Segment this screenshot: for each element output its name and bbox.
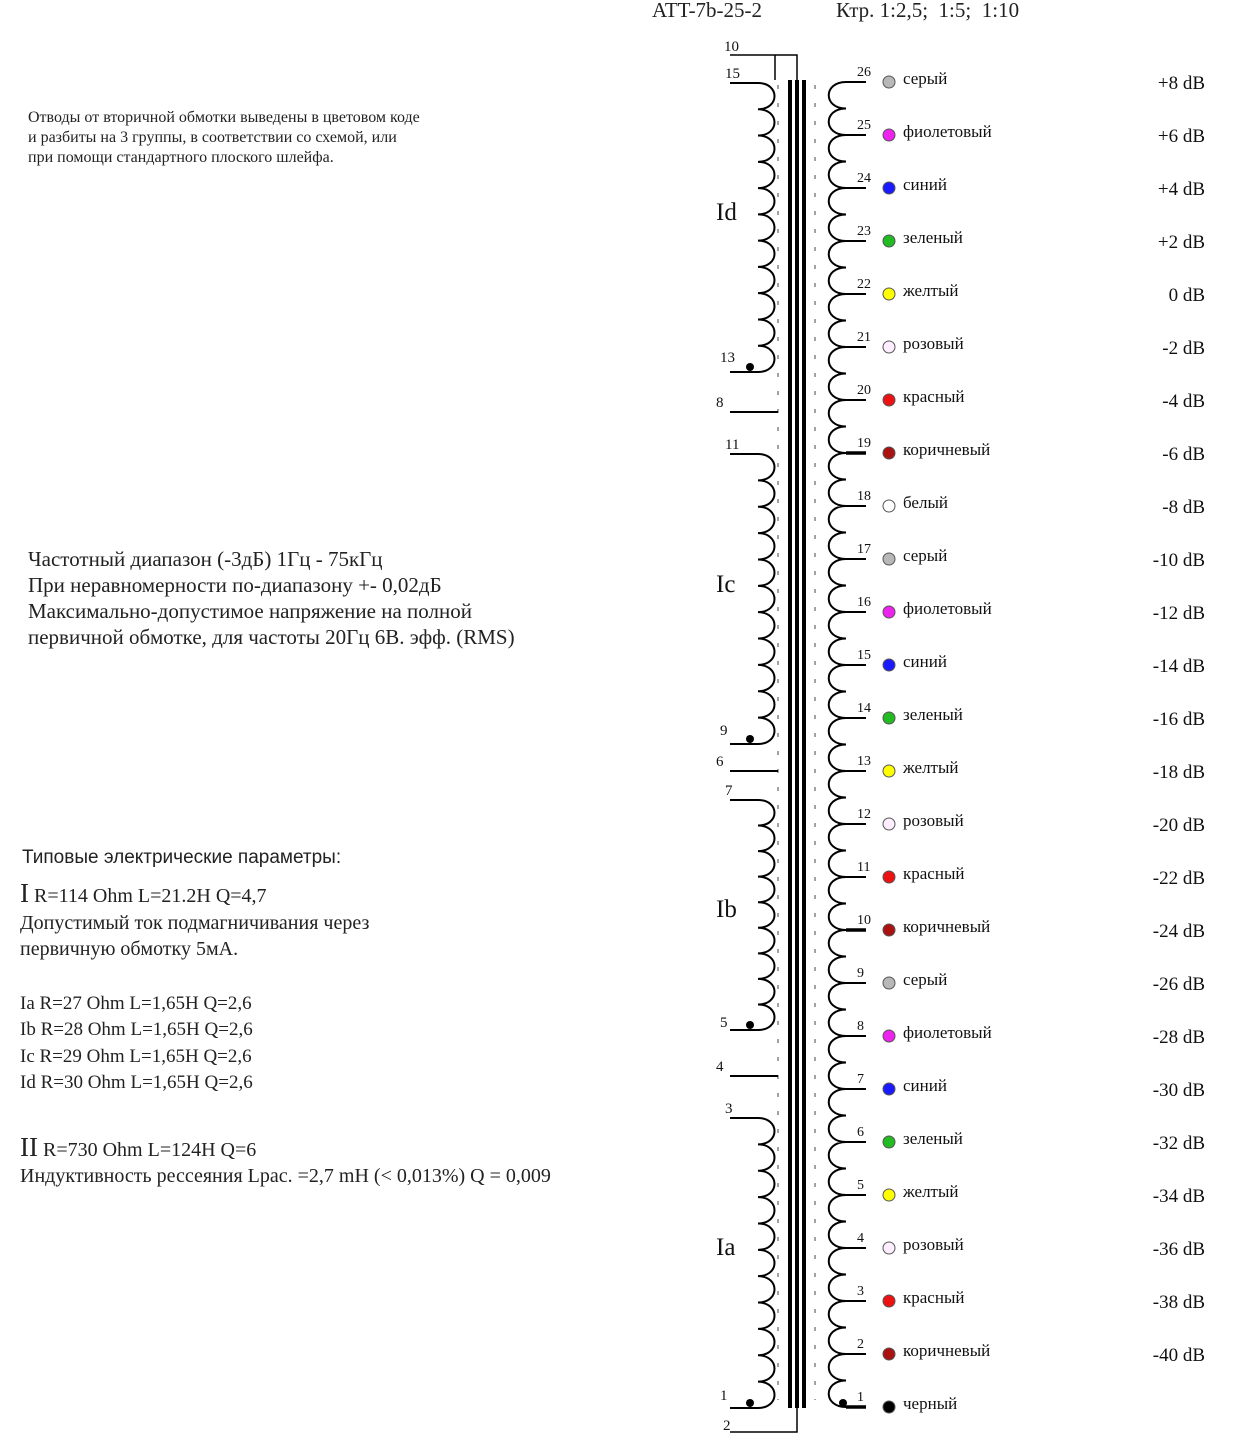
tap-pin-7: 7 bbox=[857, 1072, 864, 1087]
tap-pin-1: 1 bbox=[857, 1390, 864, 1405]
bias-line-2: первичную обмотку 5мА. bbox=[20, 938, 239, 960]
tap-pin-21: 21 bbox=[857, 330, 871, 345]
tap-level-5: -34 dB bbox=[1152, 1186, 1205, 1207]
tap-color-name-24: синий bbox=[903, 175, 947, 194]
pin-label: 13 bbox=[720, 350, 735, 366]
freq-range-line-1: Частотный диапазон (-3дБ) 1Гц - 75кГц bbox=[28, 547, 383, 571]
tap-color-dot-26 bbox=[883, 76, 895, 88]
tap-color-dot-14 bbox=[883, 712, 895, 724]
primary-coil-ib bbox=[758, 800, 775, 1030]
taps-note-line-2: и разбиты на 3 группы, в соответствии со схемой, или bbox=[28, 129, 397, 146]
pin-label: 9 bbox=[720, 723, 728, 739]
tap-color-dot-1 bbox=[883, 1401, 895, 1413]
tap-level-15: -14 dB bbox=[1152, 656, 1205, 677]
tap-color-name-16: фиолетовый bbox=[903, 599, 992, 618]
taps-note-line-1: Отводы от вторичной обмотки выведены в цветовом коде bbox=[28, 109, 420, 126]
tap-color-dot-12 bbox=[883, 818, 895, 830]
tap-level-6: -32 dB bbox=[1152, 1133, 1205, 1154]
tap-color-name-9: серый bbox=[903, 970, 948, 989]
tap-color-name-17: серый bbox=[903, 546, 948, 565]
section-ib-params: Ib R=28 Ohm L=1,65H Q=2,6 bbox=[20, 1019, 253, 1040]
tap-pin-2: 2 bbox=[857, 1337, 864, 1352]
tap-level-18: -8 dB bbox=[1162, 497, 1205, 518]
tap-pin-22: 22 bbox=[857, 277, 871, 292]
tap-pin-19: 19 bbox=[857, 436, 871, 451]
section-ic-params: Ic R=29 Ohm L=1,65H Q=2,6 bbox=[20, 1046, 252, 1067]
phase-dot bbox=[746, 735, 754, 743]
section-ia-params: Ia R=27 Ohm L=1,65H Q=2,6 bbox=[20, 993, 252, 1014]
freq-range-line-3: Максимально-допустимое напряжение на полной bbox=[28, 599, 472, 623]
pin-label: 15 bbox=[725, 66, 740, 82]
tap-pin-9: 9 bbox=[857, 966, 864, 981]
tap-pin-13: 13 bbox=[857, 754, 871, 769]
tap-color-name-8: фиолетовый bbox=[903, 1023, 992, 1042]
tap-level-21: -2 dB bbox=[1162, 338, 1205, 359]
tap-color-dot-7 bbox=[883, 1083, 895, 1095]
winding-label: Id bbox=[716, 199, 737, 226]
phase-dot bbox=[746, 1399, 754, 1407]
winding-label: Ia bbox=[716, 1234, 736, 1261]
tap-color-name-5: желтый bbox=[903, 1182, 959, 1201]
tap-level-7: -30 dB bbox=[1152, 1080, 1205, 1101]
phase-dot bbox=[746, 363, 754, 371]
tap-level-4: -36 dB bbox=[1152, 1239, 1205, 1260]
tap-pin-17: 17 bbox=[857, 542, 871, 557]
tap-level-24: +4 dB bbox=[1157, 179, 1205, 200]
tap-color-dot-18 bbox=[883, 500, 895, 512]
primary-coil-ia bbox=[758, 1118, 775, 1408]
pin-label: 2 bbox=[723, 1418, 731, 1434]
tap-level-26: +8 dB bbox=[1157, 73, 1205, 94]
tap-level-16: -12 dB bbox=[1152, 603, 1205, 624]
pin-label: 1 bbox=[720, 1388, 728, 1404]
tap-pin-8: 8 bbox=[857, 1019, 864, 1034]
tap-level-12: -20 dB bbox=[1152, 815, 1205, 836]
tap-color-dot-4 bbox=[883, 1242, 895, 1254]
tap-color-name-22: желтый bbox=[903, 281, 959, 300]
tap-pin-5: 5 bbox=[857, 1178, 864, 1193]
tap-color-dot-11 bbox=[883, 871, 895, 883]
tap-color-dot-17 bbox=[883, 553, 895, 565]
tap-level-25: +6 dB bbox=[1157, 126, 1205, 147]
tap-level-19: -6 dB bbox=[1162, 444, 1205, 465]
tap-pin-3: 3 bbox=[857, 1284, 864, 1299]
tap-level-8: -28 dB bbox=[1152, 1027, 1205, 1048]
phase-dot bbox=[839, 1399, 847, 1407]
tap-color-name-7: синий bbox=[903, 1076, 947, 1095]
tap-level-17: -10 dB bbox=[1152, 550, 1205, 571]
pin-label: 3 bbox=[725, 1101, 733, 1117]
tap-color-dot-3 bbox=[883, 1295, 895, 1307]
tap-pin-10: 10 bbox=[857, 913, 871, 928]
tap-color-name-4: розовый bbox=[903, 1235, 964, 1254]
pin-label: 10 bbox=[724, 39, 739, 55]
tap-level-3: -38 dB bbox=[1152, 1292, 1205, 1313]
tap-color-name-1: черный bbox=[903, 1394, 958, 1413]
tap-pin-18: 18 bbox=[857, 489, 871, 504]
tap-color-name-12: розовый bbox=[903, 811, 964, 830]
tap-color-name-20: красный bbox=[903, 387, 965, 406]
tap-color-dot-24 bbox=[883, 182, 895, 194]
primary-coil-id bbox=[758, 83, 775, 372]
winding-label: Ic bbox=[716, 571, 736, 598]
tap-color-dot-5 bbox=[883, 1189, 895, 1201]
bias-line-1: Допустимый ток подмагничивания через bbox=[20, 912, 370, 934]
tap-pin-25: 25 bbox=[857, 118, 871, 133]
section-id-params: Id R=30 Ohm L=1,65H Q=2,6 bbox=[20, 1072, 253, 1093]
tap-color-dot-25 bbox=[883, 129, 895, 141]
tap-level-22: 0 dB bbox=[1168, 285, 1205, 306]
tap-color-name-26: серый bbox=[903, 69, 948, 88]
tap-level-23: +2 dB bbox=[1157, 232, 1205, 253]
phase-dot bbox=[746, 1021, 754, 1029]
tap-pin-16: 16 bbox=[857, 595, 871, 610]
tap-color-name-13: желтый bbox=[903, 758, 959, 777]
tap-level-9: -26 dB bbox=[1152, 974, 1205, 995]
primary-coil-ic bbox=[758, 454, 775, 744]
tap-color-name-21: розовый bbox=[903, 334, 964, 353]
tap-level-14: -16 dB bbox=[1152, 709, 1205, 730]
tap-color-dot-2 bbox=[883, 1348, 895, 1360]
tap-color-name-6: зеленый bbox=[903, 1129, 963, 1148]
tap-color-dot-8 bbox=[883, 1030, 895, 1042]
pin-label: 6 bbox=[716, 754, 724, 770]
params-title: Типовые электрические параметры: bbox=[22, 847, 342, 868]
freq-range-line-4: первичной обмотке, для частоты 20Гц 6В. эфф. (RMS) bbox=[28, 625, 515, 649]
pin-label: 4 bbox=[716, 1059, 724, 1075]
tap-pin-4: 4 bbox=[857, 1231, 864, 1246]
tap-color-dot-21 bbox=[883, 341, 895, 353]
pin-label: 5 bbox=[720, 1015, 728, 1031]
tap-color-dot-10 bbox=[883, 924, 895, 936]
tap-pin-26: 26 bbox=[857, 65, 871, 80]
tap-color-name-23: зеленый bbox=[903, 228, 963, 247]
secondary-winding bbox=[829, 65, 871, 1407]
tap-pin-23: 23 bbox=[857, 224, 871, 239]
tap-level-2: -40 dB bbox=[1152, 1345, 1205, 1366]
tap-pin-12: 12 bbox=[857, 807, 871, 822]
leakage-inductance: Индуктивность рессеяния Lрас. =2,7 mH (< 0,013%) Q = 0,009 bbox=[20, 1165, 551, 1187]
secondary-symbol: II bbox=[20, 1132, 38, 1162]
tap-color-dot-19 bbox=[883, 447, 895, 459]
tap-color-dot-13 bbox=[883, 765, 895, 777]
tap-color-dot-22 bbox=[883, 288, 895, 300]
tap-pin-24: 24 bbox=[857, 171, 871, 186]
tap-level-13: -18 dB bbox=[1152, 762, 1205, 783]
secondary-values: R=730 Ohm L=124H Q=6 bbox=[42, 1139, 257, 1161]
tap-pin-20: 20 bbox=[857, 383, 871, 398]
primary-symbol: I bbox=[20, 878, 29, 908]
tap-color-name-19: коричневый bbox=[903, 440, 991, 459]
freq-range-line-2: При неравномерности по-диапазону +- 0,02дБ bbox=[28, 573, 442, 597]
tap-color-name-14: зеленый bbox=[903, 705, 963, 724]
tap-color-name-11: красный bbox=[903, 864, 965, 883]
taps-note-line-3: при помощи стандартного плоского шлейфа. bbox=[28, 149, 334, 166]
tap-pin-15: 15 bbox=[857, 648, 871, 663]
tap-color-dot-6 bbox=[883, 1136, 895, 1148]
tap-color-name-15: синий bbox=[903, 652, 947, 671]
primary-winding bbox=[716, 39, 778, 1434]
tap-color-dot-15 bbox=[883, 659, 895, 671]
model-title: ATT-7b-25-2 bbox=[652, 0, 763, 22]
tap-level-20: -4 dB bbox=[1162, 391, 1205, 412]
secondary-coil bbox=[829, 82, 846, 1407]
tap-color-name-18: белый bbox=[903, 493, 948, 512]
pin-label: 8 bbox=[716, 395, 724, 411]
turns-ratio: Ктр. 1:2,5; 1:5; 1:10 bbox=[836, 0, 1020, 22]
primary-values: R=114 Ohm L=21.2H Q=4,7 bbox=[34, 885, 267, 907]
tap-color-name-25: фиолетовый bbox=[903, 122, 992, 141]
pin-label: 7 bbox=[725, 783, 733, 799]
tap-legend bbox=[883, 69, 1205, 1413]
tap-color-name-3: красный bbox=[903, 1288, 965, 1307]
winding-label: Ib bbox=[716, 896, 737, 923]
tap-level-10: -24 dB bbox=[1152, 921, 1205, 942]
tap-color-dot-23 bbox=[883, 235, 895, 247]
tap-color-dot-9 bbox=[883, 977, 895, 989]
tap-color-dot-20 bbox=[883, 394, 895, 406]
tap-level-11: -22 dB bbox=[1152, 868, 1205, 889]
tap-color-name-2: коричневый bbox=[903, 1341, 991, 1360]
tap-color-name-10: коричневый bbox=[903, 917, 991, 936]
tap-pin-14: 14 bbox=[857, 701, 871, 716]
pin-label: 11 bbox=[725, 437, 740, 453]
tap-pin-11: 11 bbox=[857, 860, 871, 875]
tap-color-dot-16 bbox=[883, 606, 895, 618]
tap-pin-6: 6 bbox=[857, 1125, 864, 1140]
